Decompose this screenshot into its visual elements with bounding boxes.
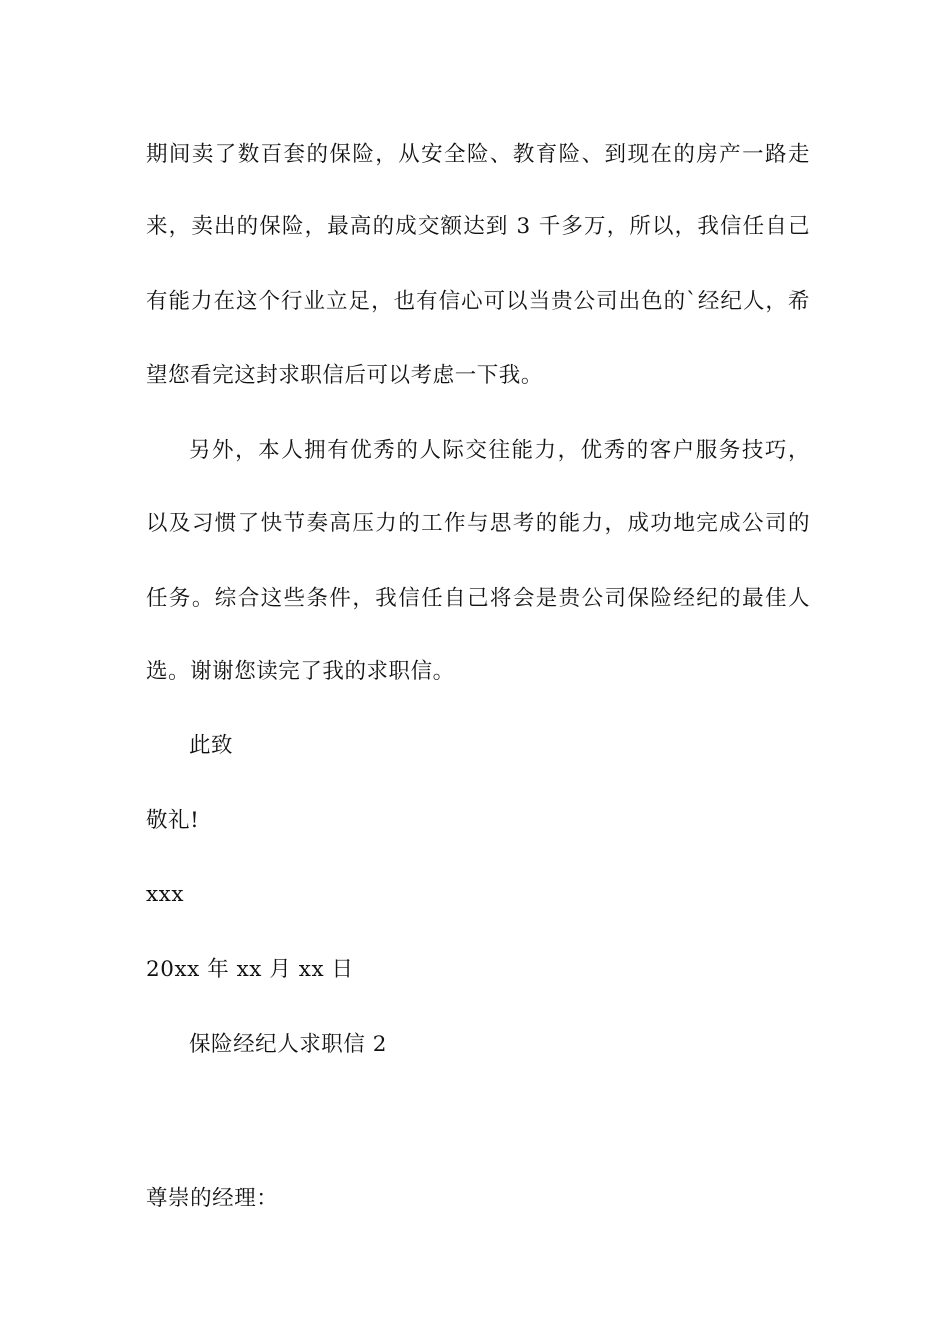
text-line: 任务。综合这些条件，我信任自己将会是贵公司保险经纪的最佳人 <box>146 586 810 611</box>
text-line: 来，卖出的保险，最高的成交额达到 3 千多万，所以，我信任自己 <box>146 214 810 239</box>
next-letter-greeting: 尊崇的经理： <box>146 1186 279 1211</box>
text-line: 有能力在这个行业立足，也有信心可以当贵公司出色的`经纪人，希 <box>146 289 810 314</box>
signature: xxx <box>146 882 185 907</box>
text-line: 选。谢谢您读完了我的求职信。 <box>146 659 455 684</box>
text-line: 望您看完这封求职信后可以考虑一下我。 <box>146 363 543 388</box>
text-line: 另外，本人拥有优秀的人际交往能力，优秀的客户服务技巧， <box>189 438 810 463</box>
closing-regards: 敬礼! <box>146 808 200 833</box>
next-letter-title: 保险经纪人求职信 2 <box>189 1032 388 1057</box>
closing-salutation: 此致 <box>189 733 234 758</box>
letter-date: 20xx 年 xx 月 xx 日 <box>146 957 354 982</box>
text-line: 以及习惯了快节奏高压力的工作与思考的能力，成功地完成公司的 <box>146 511 810 536</box>
text-line: 期间卖了数百套的保险，从安全险、教育险、到现在的房产一路走 <box>146 142 810 167</box>
